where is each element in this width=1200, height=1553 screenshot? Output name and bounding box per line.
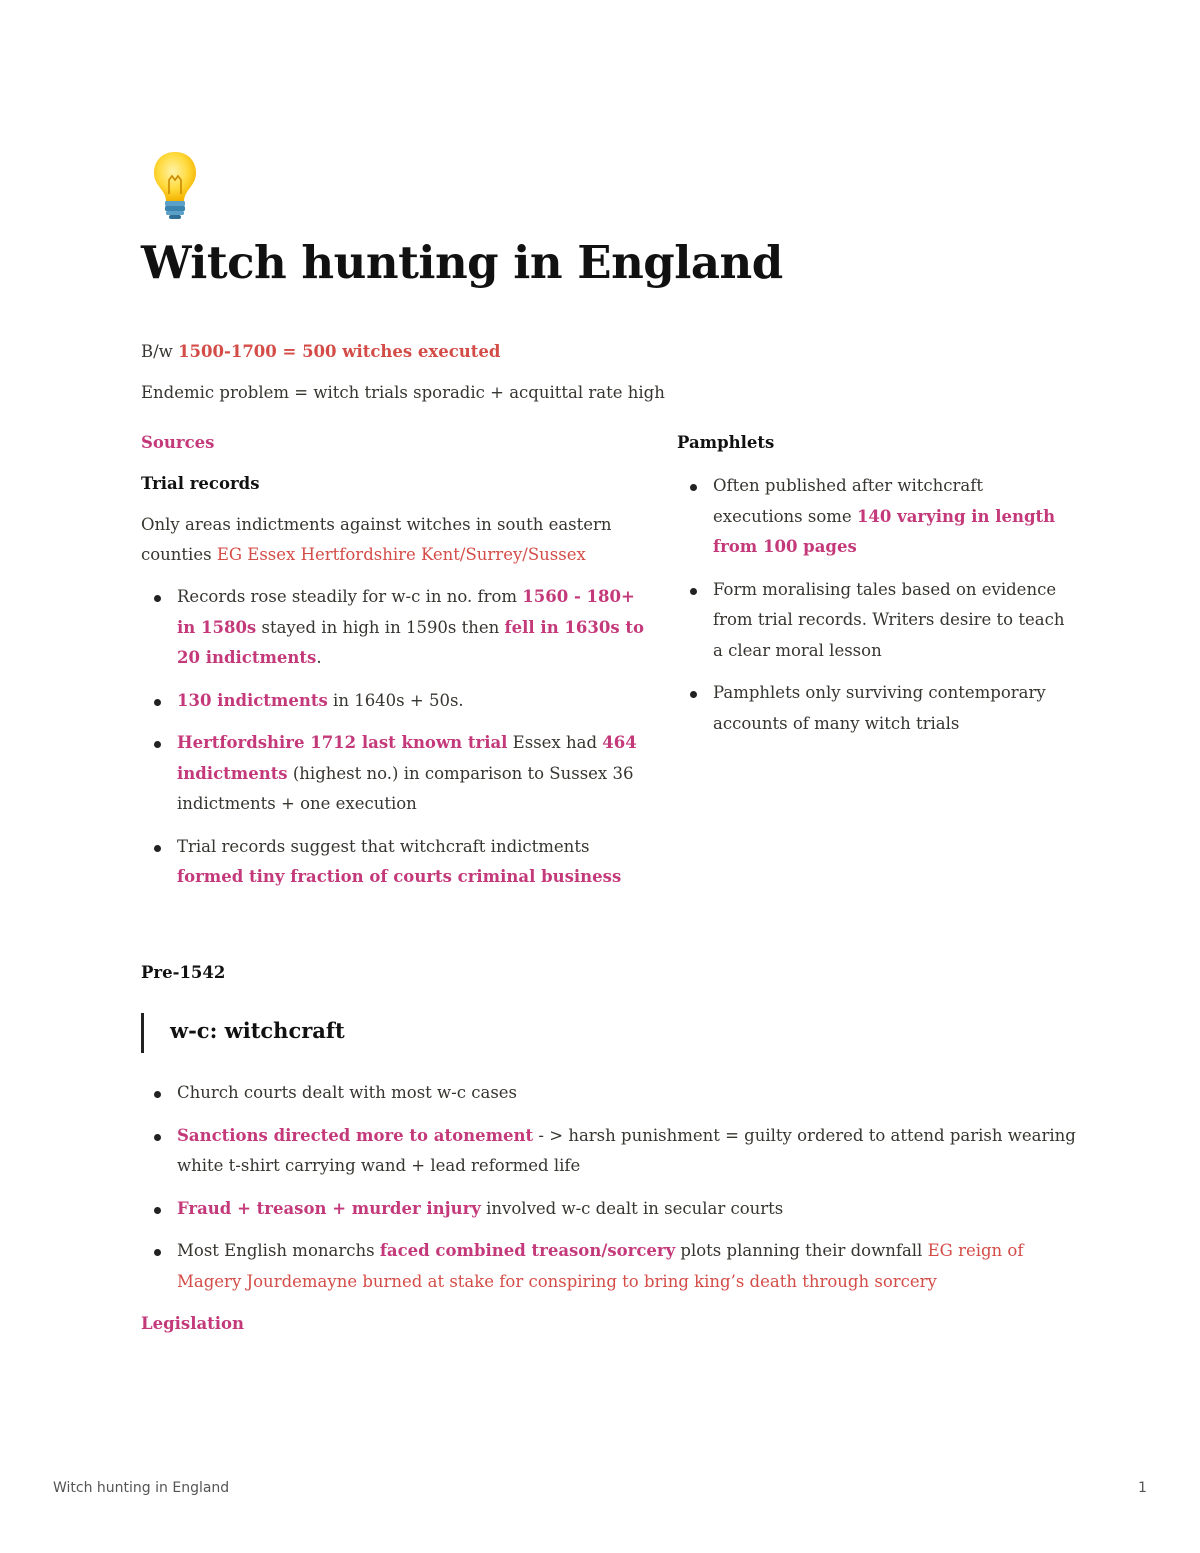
text: (highest no.) in comparison to Sussex 36 bbox=[287, 763, 634, 783]
highlight: from 100 pages bbox=[713, 537, 857, 556]
highlight: indictments bbox=[177, 763, 288, 783]
list-item bbox=[141, 1121, 1076, 1182]
highlight: 1560 - 180+ bbox=[522, 587, 635, 606]
bullet-icon bbox=[154, 741, 161, 748]
highlight: in 1580s bbox=[177, 617, 257, 637]
footer-title: Witch hunting in England bbox=[53, 1480, 230, 1496]
page-title: Witch hunting in England bbox=[141, 236, 783, 289]
intro-line-2: Endemic problem = witch trials sporadic + acquittal rate high bbox=[141, 383, 665, 402]
legislation-label: Legislation bbox=[141, 1314, 245, 1333]
bullet-icon bbox=[154, 1207, 161, 1214]
light-bulb-icon bbox=[152, 150, 198, 222]
pamphlets-heading: Pamphlets bbox=[677, 433, 775, 452]
bullet-icon bbox=[154, 1249, 161, 1256]
bullet-icon bbox=[154, 1134, 161, 1141]
trial-records-list bbox=[141, 582, 644, 905]
trial-records-para-line-2 bbox=[141, 540, 586, 571]
highlight: faced combined treason/sorcery bbox=[379, 1241, 676, 1260]
list-item bbox=[677, 678, 1064, 739]
text: Form moralising tales based on evidence bbox=[713, 579, 1057, 599]
text: accounts of many witch trials bbox=[713, 713, 960, 733]
list-item bbox=[141, 1236, 1076, 1297]
bullet-icon bbox=[690, 588, 697, 595]
text: in 1640s + 50s. bbox=[327, 690, 464, 710]
bullet-icon bbox=[154, 845, 161, 852]
list-item bbox=[141, 1078, 1076, 1109]
bullet-icon bbox=[690, 484, 697, 491]
highlight: formed tiny fraction of courts criminal business bbox=[177, 867, 622, 886]
list-item bbox=[677, 575, 1064, 667]
text: stayed in high in 1590s then bbox=[256, 617, 505, 637]
highlight: Sanctions directed more to atonement bbox=[177, 1125, 534, 1145]
bullet-icon bbox=[154, 1091, 161, 1098]
text: - > harsh punishment = guilty ordered to attend parish wearing bbox=[533, 1125, 1076, 1145]
text: Trial records suggest that witchcraft indictments bbox=[177, 836, 590, 856]
text: involved w-c dealt in secular courts bbox=[480, 1198, 784, 1218]
text: Records rose steadily for w-c in no. from bbox=[177, 587, 523, 606]
pre-1542-list bbox=[141, 1078, 1076, 1309]
trial-records-para-line-1: Only areas indictments against witches in south eastern bbox=[141, 515, 612, 534]
list-item bbox=[141, 686, 644, 717]
list-item bbox=[141, 582, 644, 674]
text: white t-shirt carrying wand + lead reformed life bbox=[177, 1156, 581, 1175]
bullet-icon bbox=[690, 691, 697, 698]
bullet-icon bbox=[154, 595, 161, 602]
highlight: Fraud + treason + murder injury bbox=[177, 1198, 481, 1218]
highlight: 464 bbox=[602, 733, 637, 752]
text: from trial records. Writers desire to teach bbox=[713, 610, 1065, 629]
text: Pamphlets only surviving contemporary bbox=[713, 683, 1046, 702]
text: indictments + one execution bbox=[177, 794, 417, 813]
intro-highlight: 1500-1700 = 500 witches executed bbox=[178, 342, 501, 361]
highlight: Hertfordshire 1712 last known trial bbox=[177, 733, 508, 752]
trial-records-heading: Trial records bbox=[141, 474, 260, 493]
pamphlets-list bbox=[677, 471, 1064, 751]
highlight: fell in 1630s to bbox=[504, 617, 645, 637]
list-item bbox=[141, 1194, 1076, 1225]
bullet-icon bbox=[154, 699, 161, 706]
text: executions some bbox=[713, 506, 857, 526]
counties-highlight: EG Essex Hertfordshire Kent/Surrey/Sussex bbox=[216, 545, 586, 564]
text: . bbox=[316, 648, 322, 667]
para-prefix: counties bbox=[141, 545, 217, 564]
highlight: 140 varying in length bbox=[856, 506, 1056, 526]
quote-text: w-c: witchcraft bbox=[170, 1018, 345, 1043]
sources-label: Sources bbox=[141, 433, 215, 452]
text: Church courts dealt with most w-c cases bbox=[177, 1083, 518, 1102]
text: plots planning their downfall bbox=[675, 1241, 928, 1260]
example-highlight: EG reign of bbox=[927, 1241, 1024, 1260]
text: Essex had bbox=[507, 733, 603, 752]
text: Most English monarchs bbox=[177, 1241, 380, 1260]
quote-bar bbox=[141, 1013, 144, 1053]
footer-page-number: 1 bbox=[1138, 1480, 1147, 1496]
text: a clear moral lesson bbox=[713, 640, 882, 660]
highlight: 20 indictments bbox=[177, 648, 317, 667]
list-item bbox=[677, 471, 1064, 563]
pre-1542-heading: Pre-1542 bbox=[141, 963, 226, 982]
list-item bbox=[141, 832, 644, 893]
highlight: 130 indictments bbox=[177, 690, 328, 710]
example-highlight: Magery Jourdemayne burned at stake for conspiring to bring king’s death through sorcery bbox=[177, 1271, 937, 1291]
text: Often published after witchcraft bbox=[713, 476, 983, 495]
intro-prefix: B/w bbox=[141, 342, 179, 361]
list-item bbox=[141, 728, 644, 820]
intro-line-1 bbox=[141, 337, 500, 368]
